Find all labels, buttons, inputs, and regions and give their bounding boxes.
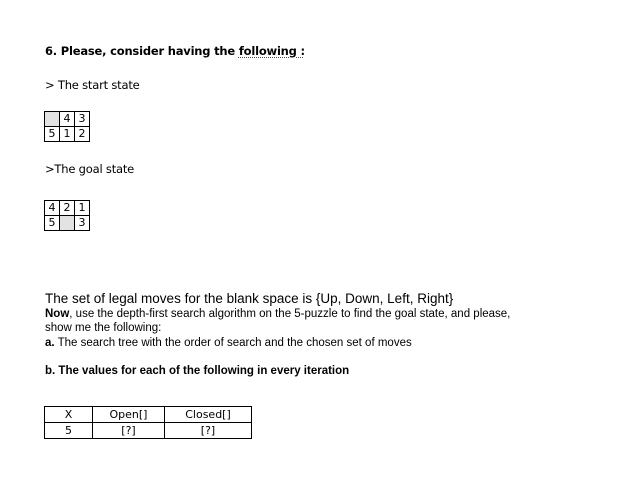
question-title-link: following : [238,44,305,58]
cell-open: [?] [93,423,165,439]
now-rest: , use the depth-first search algorithm on the 5-puzzle to find the goal state, and please, [69,308,511,320]
grid-cell: 4 [60,112,75,127]
start-state-label: > The start state [45,78,140,92]
grid-cell: 1 [75,201,90,216]
cell-x: 5 [45,423,93,439]
goal-state-grid [44,200,90,231]
instruction-a [45,337,412,349]
grid-cell: 4 [45,201,60,216]
start-state-grid [44,111,90,142]
grid-cell: 1 [60,127,75,142]
header-closed: Closed[] [165,407,252,423]
a-bold: a. [45,337,55,349]
grid-cell: 3 [75,216,90,231]
grid-cell: 2 [75,127,90,142]
blank-cell [45,112,60,127]
grid-row [45,201,90,216]
grid-row [45,127,90,142]
grid-cell: 5 [45,127,60,142]
grid-row [45,216,90,231]
header-open: Open[] [93,407,165,423]
legal-moves-text: The set of legal moves for the blank space is {Up, Down, Left, Right} [45,291,454,306]
blank-cell [60,216,75,231]
header-x: X [45,407,93,423]
question-title-prefix: 6. Please, consider having the [45,44,239,58]
grid-cell: 3 [75,112,90,127]
grid-cell: 2 [60,201,75,216]
table-row [45,423,252,439]
question-title [45,44,305,58]
grid-row [45,112,90,127]
cell-closed: [?] [165,423,252,439]
instruction-b: b. The values for each of the following in every iteration [45,365,350,377]
instruction-now [45,308,510,320]
goal-state-label: >The goal state [45,162,135,176]
instruction-show: show me the following: [45,322,162,334]
a-rest: The search tree with the order of search and the chosen set of moves [54,337,412,349]
now-bold: Now [45,308,70,320]
grid-cell: 5 [45,216,60,231]
table-header-row [45,407,252,423]
iteration-table [44,406,252,439]
